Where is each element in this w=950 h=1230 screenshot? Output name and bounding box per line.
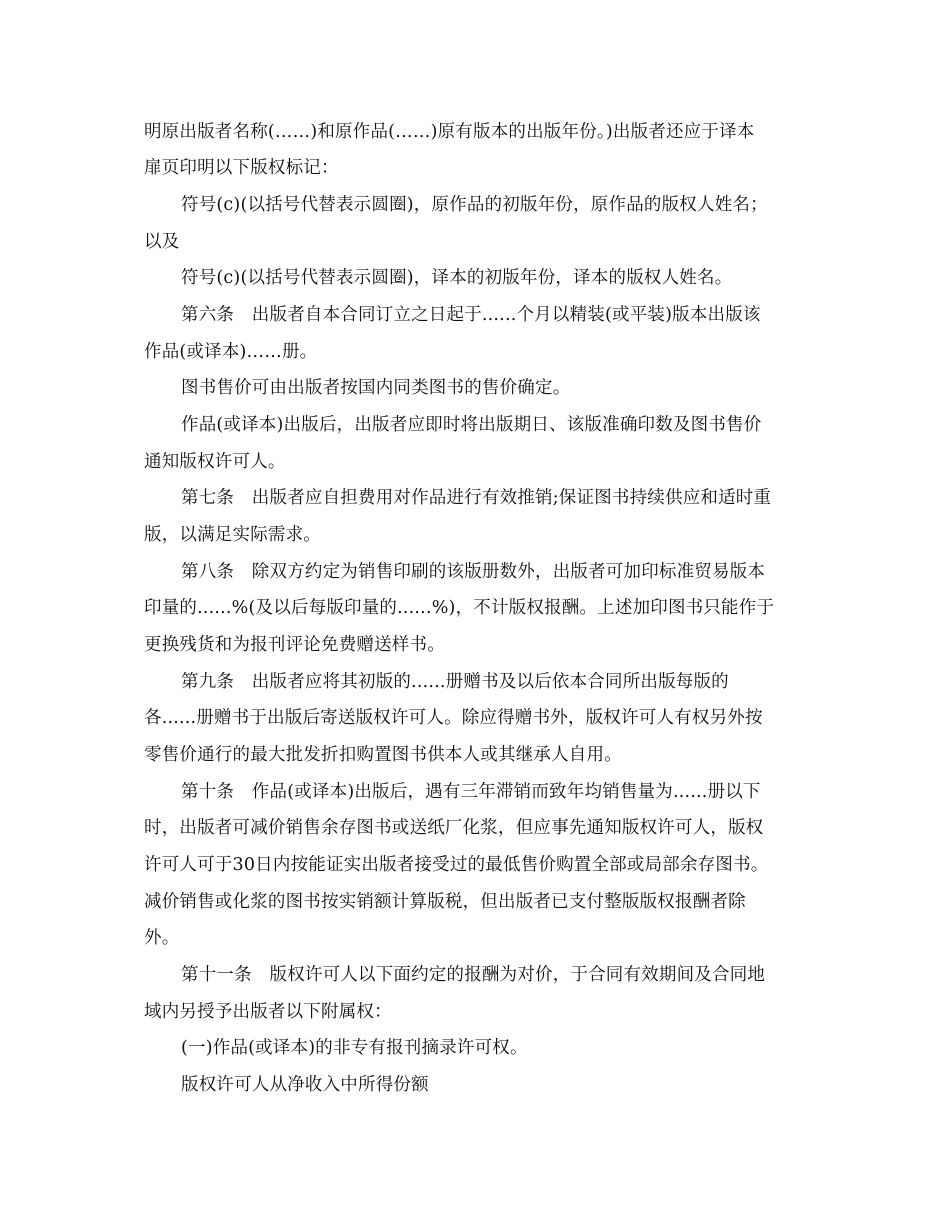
text-line: 减价销售或化浆的图书按实销额计算版税，但出版者已支付整版版权报酬者除 — [144, 892, 746, 912]
text-line: 版，以满足实际需求。 — [144, 525, 321, 545]
text-line: 符号(c)(以括号代替表示圆圈)，原作品的初版年份，原作品的版权人姓名； — [181, 195, 768, 215]
text-line: 零售价通行的最大批发折扣购置图书供本人或其继承人自用。 — [144, 745, 622, 765]
text-line: 时，出版者可减价销售余存图书或送纸厂化浆，但应事先通知版权许可人，版权 — [144, 818, 764, 838]
article-9-line: 第九条 出版者应将其初版的......册赠书及以后依本合同所出版每版的 — [181, 672, 729, 692]
text-line: 印量的......%(及以后每版印量的......%)，不计版权报酬。上述加印图书只能作于 — [144, 598, 775, 618]
text-line: 外。 — [144, 928, 180, 948]
text-line: 明原出版者名称(……)和原作品(……)原有版本的出版年份。)出版者还应于译本 — [144, 122, 755, 142]
text-line: 通知版权许可人。 — [144, 452, 286, 472]
text-line: 版权许可人从净收入中所得份额 — [181, 1075, 429, 1095]
text-line: 图书售价可由出版者按国内同类图书的售价确定。 — [181, 378, 571, 398]
text-line: (一)作品(或译本)的非专有报刊摘录许可权。 — [181, 1038, 528, 1058]
text-line: 以及 — [144, 232, 180, 252]
text-line: 符号(c)(以括号代替表示圆圈)，译本的初版年份，译本的版权人姓名。 — [181, 268, 733, 288]
article-10-line: 第十条 作品(或译本)出版后，遇有三年滞销而致年均销售量为......册以下 — [181, 782, 761, 802]
article-11-line: 第十一条 版权许可人以下面约定的报酬为对价，于合同有效期间及合同地 — [181, 965, 766, 985]
article-7-line: 第七条 出版者应自担费用对作品进行有效推销;保证图书持续供应和适时重 — [181, 488, 772, 508]
text-line: 扉页印明以下版权标记： — [144, 158, 339, 178]
text-line: 作品(或译本)……册。 — [144, 342, 318, 362]
article-8-line: 第八条 除双方约定为销售印刷的该版册数外，出版者可加印标准贸易版本 — [181, 562, 766, 582]
text-line: 域内另授予出版者以下附属权： — [144, 1002, 392, 1022]
text-line: 作品(或译本)出版后，出版者应即时将出版期日、该版准确印数及图书售价 — [181, 415, 762, 435]
text-line: 更换残货和为报刊评论免费赠送样书。 — [144, 635, 445, 655]
text-line: 许可人可于30日内按能证实出版者接受过的最低售价购置全部或局部余存图书。 — [144, 855, 769, 875]
article-6-line: 第六条 出版者自本合同订立之日起于......个月以精装(或平装)版本出版该 — [181, 305, 761, 325]
text-line: 各......册赠书于出版后寄送版权许可人。除应得赠书外，版权许可人有权另外按 — [144, 708, 763, 728]
